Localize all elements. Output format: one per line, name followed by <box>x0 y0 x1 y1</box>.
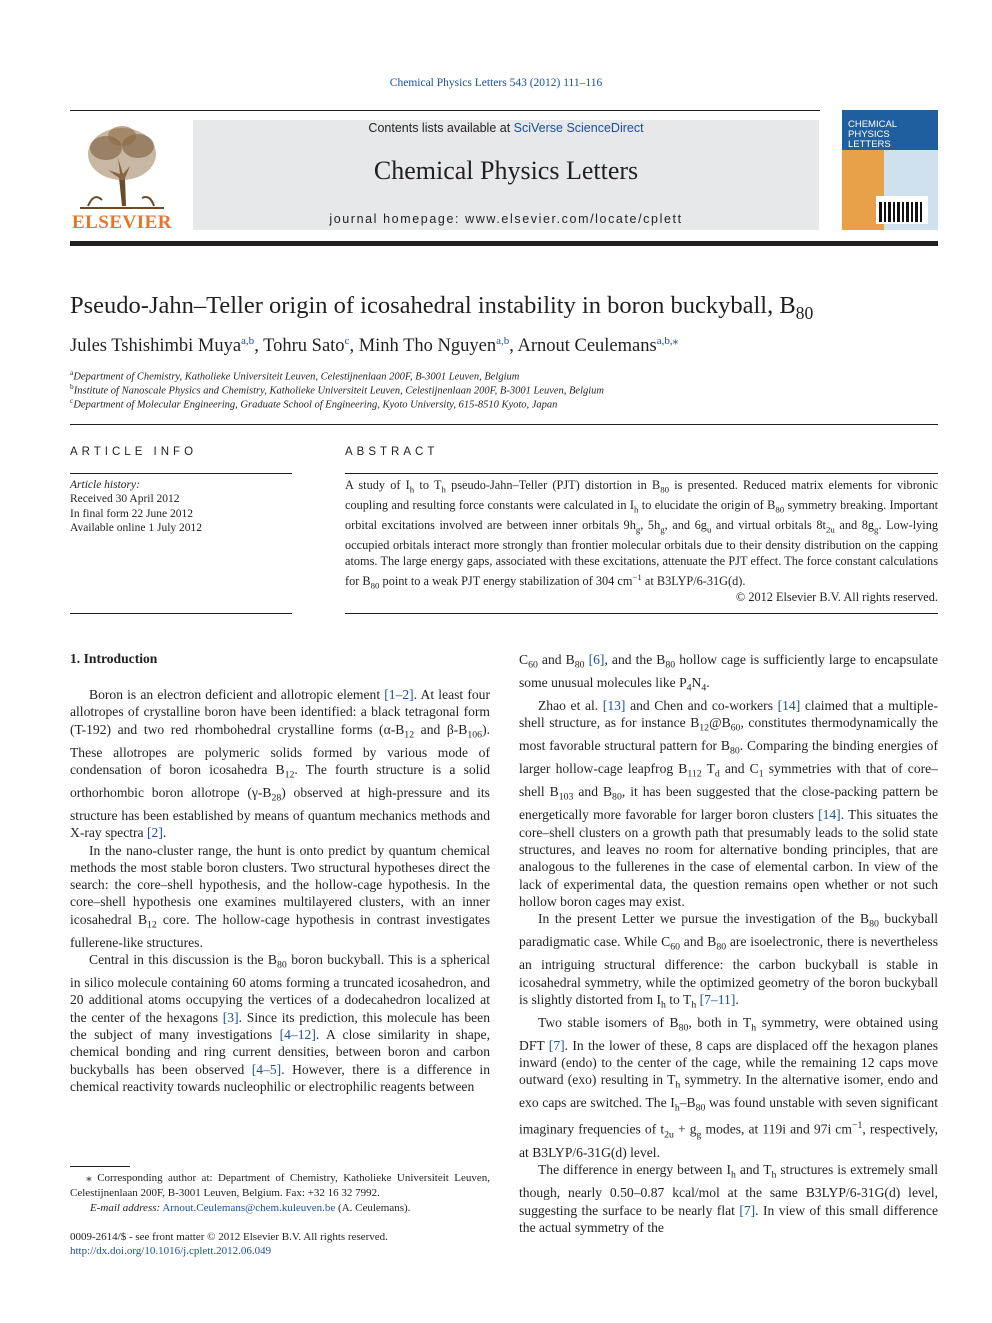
contents-prefix: Contents lists available at <box>368 121 514 135</box>
author-list <box>70 334 678 357</box>
cover-title-line: LETTERS <box>848 139 891 150</box>
history-received: Received 30 April 2012 <box>70 493 180 505</box>
doi-link[interactable]: http://dx.doi.org/10.1016/j.cplett.2012.06.049 <box>70 1245 272 1257</box>
issn-line: 0009-2614/$ - see front matter © 2012 Elsevier B.V. All rights reserved. <box>70 1231 388 1243</box>
author-name: Minh Tho Nguyen <box>358 336 497 357</box>
footnote-text: Corresponding author at: Department of Chemistry, Katholieke Universiteit Leuven, Celestijnenlaan 200F, B-3001 Leuven, Belgium. Fax: +32 16 32 7992. <box>70 1172 491 1199</box>
journal-homepage[interactable]: journal homepage: www.elsevier.com/locate/cplett <box>329 212 683 226</box>
history-final-form: In final form 22 June 2012 <box>70 508 193 520</box>
abstract-heading: ABSTRACT <box>345 446 439 458</box>
affiliation-mark: b <box>70 382 74 391</box>
author-affiliation-marks[interactable]: a,b <box>496 335 510 347</box>
corresponding-author-footnote <box>70 1171 490 1201</box>
sciencedirect-link[interactable]: SciVerse ScienceDirect <box>513 121 644 135</box>
abstract-body: A study of $I_h$ to $T_h$ pseudo-Jahn–Teller (PJT) distortion in $B_{80}$ is presented. Reduced matrix elements for vibronic coupling and resulting force constants were calculated in $I_h$ to elucidate the origin of $B_{80}$ symmetry breaking. Important orbital excitations involved are between inner orbitals $9h_g$, $5h_g$, and $6g_u$ and virtual orbitals $8t_{2u}$ and $8g_g$. Low-lying occupied orbitals interact more strongly than frontier molecular orbitals due to their density distribution on the capping atoms. The large energy gaps, associated with these excitations, attenuate the PJT effect. The force constant calculations for $B_{80}$ point to a weak PJT energy stabilization of 304 $cm^{-1}$ at B3LYP/6-31G(d). <box>345 478 939 591</box>
header-thick-rule <box>70 241 938 246</box>
footnote-rule <box>70 1166 130 1167</box>
footnote-asterisk: ⁎ <box>70 1172 98 1184</box>
article-info-heading: ARTICLE INFO <box>70 446 198 458</box>
cover-barcode-graphic <box>876 196 928 224</box>
title-divider <box>70 424 938 425</box>
paper-title <box>70 292 813 324</box>
author-affiliation-marks[interactable]: c <box>344 335 350 347</box>
section-heading: 1. Introduction <box>70 651 158 666</box>
email-link[interactable]: Arnout.Ceulemans@chem.kuleuven.be <box>162 1202 336 1214</box>
body-left-column <box>70 686 490 1095</box>
cover-title-line: PHYSICS <box>848 129 890 140</box>
affiliation <box>70 368 519 383</box>
journal-reference[interactable]: Chemical Physics Letters 543 (2012) 111–116 <box>389 77 603 89</box>
abstract-bottom-rule <box>345 613 938 614</box>
author-affiliation-marks[interactable]: a,b,⁎ <box>656 335 679 347</box>
journal-title: Chemical Physics Letters <box>373 156 639 185</box>
affiliation <box>70 396 557 411</box>
journal-cover <box>842 110 938 230</box>
contents-line <box>193 121 819 135</box>
paper-title-subscript: 80 <box>795 302 814 323</box>
affiliation-text: Institute of Nanoscale Physics and Chemistry, Katholieke Universiteit Leuven, Celestijnenlaan 200F, B-3001 Leuven, Belgium <box>73 385 605 397</box>
affiliation-mark: c <box>70 396 74 405</box>
affiliation <box>70 382 604 397</box>
cover-title-line: CHEMICAL <box>848 119 898 130</box>
history-online: Available online 1 July 2012 <box>70 522 203 534</box>
abstract-rule <box>345 473 938 474</box>
body-paragraph: Boron is an electron deficient and allotropic element [1–2]. At least four allotropes of crystalline boron have been identified: a black tetragonal form (T-192) and two red rhombohedral crystalline forms ($\alpha-B_{12}$ and $\beta-B_{106}$). These allotropes are polymeric solids formed by various mode of condensation of boron icosahedra $B_{12}$. The fourth structure is a solid orthorhombic boron allotrope $(\gamma-B_{28})$ observed at high-pressure and its structure has been established by means of quantum mechanics methods and X-ray spectra [2]. <box>70 687 491 841</box>
body-paragraph: $C_{60}$ and $B_{80}$ [6], and the $B_{80}$ hollow cage is sufficiently large to encapsulate some unusual molecules like $P_4N_4$. <box>519 652 938 694</box>
author-affiliation-marks[interactable]: a,b <box>241 335 255 347</box>
article-info-rule <box>70 473 292 474</box>
body-right-column <box>519 651 938 1236</box>
body-paragraph: Central in this discussion is the $B_{80}$ boron buckyball. This is a spherical in silico molecule containing 60 atoms forming a truncated icosahedron, and 20 additional atoms occupying the vertices of a dodecahedron localized at the center of the hexagons [3]. Since its prediction, this molecule has been the subject of many investigations [4–12]. A close similarity in shape, chemical bonding and ring current densities, between boron and carbon buckyballs has been observed [4–5]. However, there is a difference in chemical reactivity towards nucleophilic or electrophilic reagents between <box>70 952 490 1094</box>
header-rule <box>70 110 820 111</box>
author-name: Tohru Sato <box>263 336 345 357</box>
author-name: Arnout Ceulemans <box>517 336 657 357</box>
email-owner: (A. Ceulemans). <box>338 1202 411 1214</box>
author-separator: , <box>509 336 518 357</box>
cover-title <box>848 120 897 150</box>
body-paragraph: The difference in energy between $I_h$ and $T_h$ structures is extremely small though, nearly 0.50–0.87 kcal/mol at the same B3LYP/6-31G(d) level, suggesting the surface to be nearly flat [7]. In view of this small difference the actual symmetry of the <box>519 1162 939 1235</box>
body-paragraph: Two stable isomers of $B_{80}$, both in $T_h$ symmetry, were obtained using DFT [7]. In the lower of these, 8 caps are displaced off the hexagon planes inward (endo) to the center of the cage, while the remaining 12 caps move outward (exo) resulting in $T_h$ symmetry. In the alternative isomer, endo and exo caps are switched. The $I_h-B_{80}$ was found unstable with seven significant imaginary frequencies of $t_{2u} + g_g$ modes, at 119i and 97i $cm^{-1}$, respectively, at B3LYP/6-31G(d) level. <box>519 1014 939 1160</box>
body-paragraph: In the present Letter we pursue the investigation of the $B_{80}$ buckyball paradigmatic case. While $C_{60}$ and $B_{80}$ are isoelectronic, there is nevertheless an intriguing structural difference: the carbon buckyball is stable in icosahedral symmetry, while the optimized geometry of the boron buckyball is slightly distorted from $I_h$ to $T_h$ [7–11]. <box>519 911 938 1011</box>
article-history-label: Article history: <box>70 479 140 491</box>
abstract-copyright: © 2012 Elsevier B.V. All rights reserved. <box>735 590 938 604</box>
email-footnote <box>70 1201 490 1216</box>
email-label: E-mail address: <box>90 1202 161 1214</box>
body-paragraph: In the nano-cluster range, the hunt is onto predict by quantum chemical methods the most stable boron clusters. Two structural hypotheses direct the search: the core–shell hypothesis, and the hollow-cage hypothesis. In the core–shell hypothesis one examines multilayered clusters, with an inner icosahedral $B_{12}$ core. The hollow-cage hypothesis in contrast investigates fullerene-like structures. <box>70 842 490 950</box>
author-separator: , <box>254 336 264 357</box>
article-info-bottom-rule <box>70 613 292 614</box>
affiliation-mark: a <box>70 368 74 377</box>
publisher-logo-text: ELSEVIER <box>71 212 173 233</box>
author-name: Jules Tshishimbi Muya <box>70 336 242 357</box>
author-separator: , <box>349 336 359 357</box>
body-paragraph: Zhao et al. [13] and Chen and co-workers [14] claimed that a multiple-shell structure, as for instance $B_{12}@B_{60}$, constitutes thermodynamically the most favorable structural pattern for $B_{80}$. Comparing the binding energies of larger hollow-cage leapfrog $B_{112}$ $T_d$ and $C_1$ symmetries with that of core–shell $B_{103}$ and $B_{80}$, it has been suggested that the close-packing pattern be energetically more favorable for larger boron clusters [14]. This situates the core–shell clusters on a growth path that presumably leads to the solid state structures, and leaves no room for alternative bonding principles, that are analogous to the fullerenes in the case of elemental carbon. In view of the lack of experimental data, the question remains open whether or not such hollow boron cages may exist. <box>519 698 939 909</box>
affiliation-text: Department of Chemistry, Katholieke Universiteit Leuven, Celestijnenlaan 200F, B-3001 Leuven, Belgium <box>73 371 520 383</box>
paper-title-text: Pseudo-Jahn–Teller origin of icosahedral instability in boron buckyball, B <box>70 292 796 319</box>
affiliation-text: Department of Molecular Engineering, Graduate School of Engineering, Kyoto University, 615-8510 Kyoto, Japan <box>73 399 558 411</box>
